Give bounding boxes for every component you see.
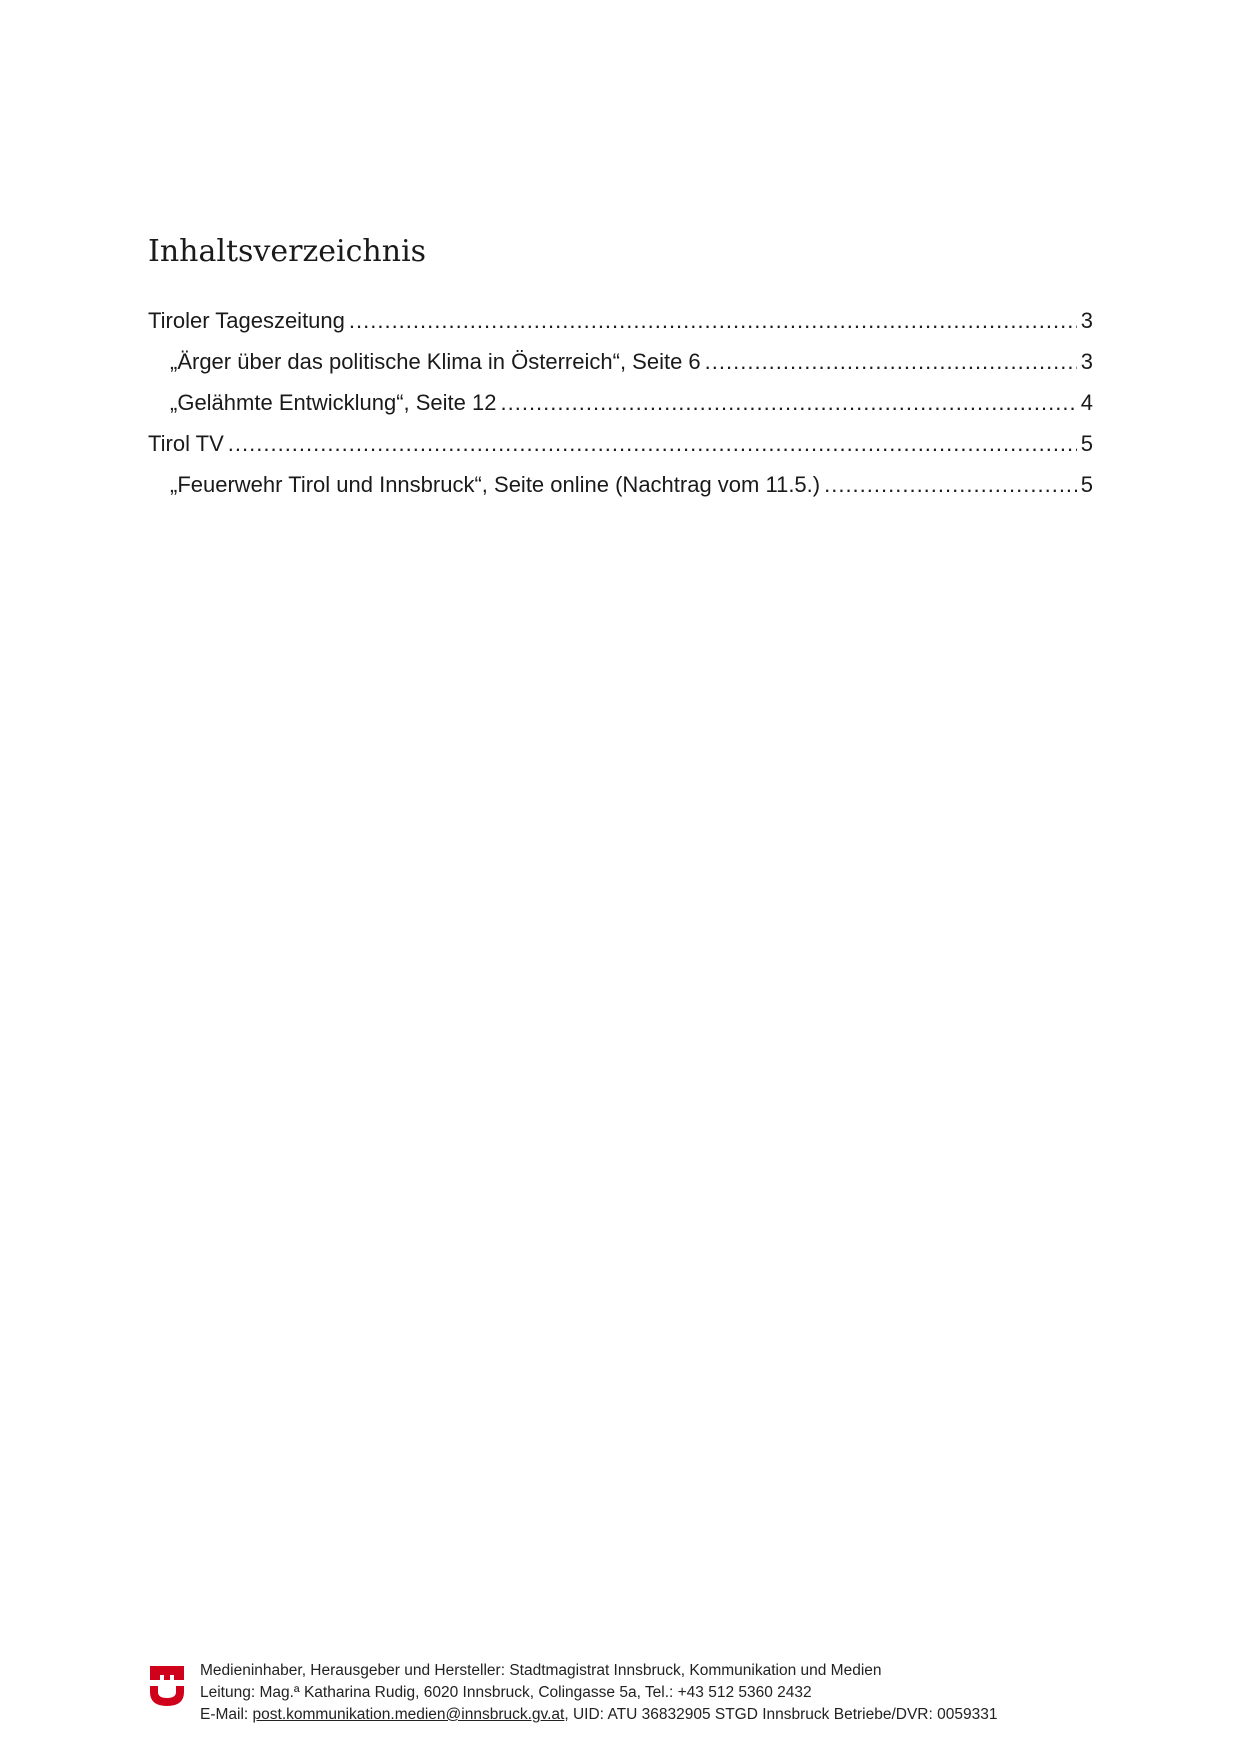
toc-leader-dots — [349, 306, 1077, 336]
toc-entry-text[interactable]: „Feuerwehr Tirol und Innsbruck“, Seite online (Nachtrag vom 11.5.) — [170, 472, 821, 497]
toc-leader-dots — [705, 347, 1077, 377]
toc-entry-aerger-klima[interactable] — [148, 347, 1093, 388]
footer-email-label: E-Mail: — [200, 1706, 253, 1723]
toc-entry-text[interactable]: Tirol TV — [148, 431, 224, 456]
footer-contact — [200, 1704, 997, 1726]
toc-page-number[interactable]: 4 — [1080, 390, 1093, 415]
toc-leader-dots — [501, 388, 1077, 418]
toc-entry-text[interactable]: „Gelähmte Entwicklung“, Seite 12 — [170, 390, 497, 415]
footer-email-link[interactable]: post.kommunikation.medien@innsbruck.gv.at — [252, 1706, 565, 1723]
toc-page-number[interactable]: 5 — [1080, 472, 1093, 497]
table-of-contents — [148, 306, 1093, 511]
footer-registration: , UID: ATU 36832905 STGD Innsbruck Betriebe/DVR: 0059331 — [564, 1706, 998, 1723]
page-title: Inhaltsverzeichnis — [148, 234, 427, 269]
footer-management: Leitung: Mag.ª Katharina Rudig, 6020 Innsbruck, Colingasse 5a, Tel.: +43 512 5360 2432 — [200, 1684, 812, 1701]
toc-entry-tiroler-tageszeitung[interactable] — [148, 306, 1093, 347]
toc-entry-feuerwehr[interactable] — [148, 470, 1093, 511]
innsbruck-logo-icon — [150, 1664, 184, 1708]
page-footer — [150, 1660, 997, 1726]
footer-publisher: Medieninhaber, Herausgeber und Hersteller: Stadtmagistrat Innsbruck, Kommunikation und Medien — [200, 1662, 882, 1679]
toc-page-number[interactable]: 3 — [1080, 349, 1093, 374]
footer-imprint — [200, 1660, 997, 1726]
toc-page-number[interactable]: 5 — [1080, 431, 1093, 456]
toc-entry-gelaehmte-entwicklung[interactable] — [148, 388, 1093, 429]
toc-page-number[interactable]: 3 — [1080, 308, 1093, 333]
toc-leader-dots — [824, 470, 1077, 500]
toc-entry-tirol-tv[interactable] — [148, 429, 1093, 470]
toc-leader-dots — [228, 429, 1077, 459]
toc-entry-text[interactable]: „Ärger über das politische Klima in Österreich“, Seite 6 — [170, 349, 701, 374]
toc-entry-text[interactable]: Tiroler Tageszeitung — [148, 308, 345, 333]
